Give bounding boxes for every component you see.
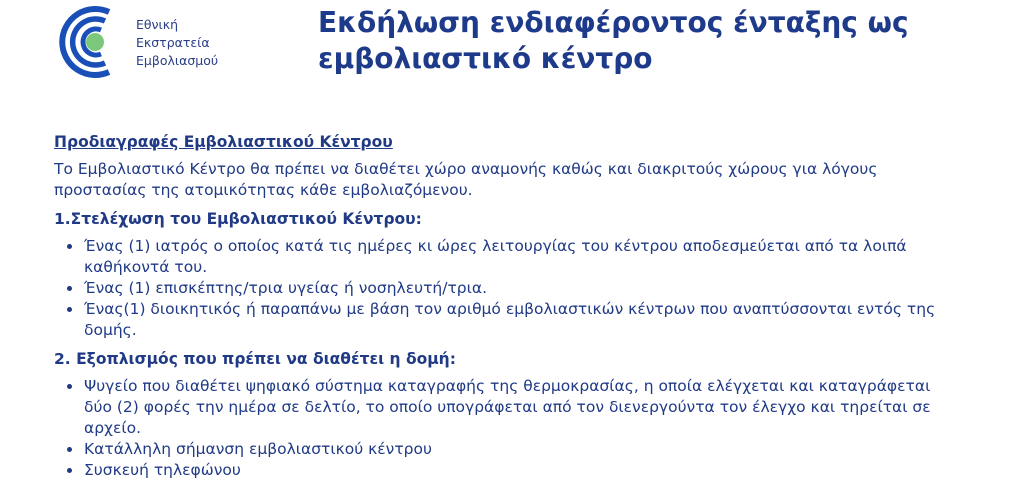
intro-paragraph: Το Εμβολιαστικό Κέντρο θα πρέπει να διαθέτει χώρο αναμονής καθώς και διακριτούς χώρους για λόγους προστασίας της ατομικότητας κάθε εμβολιαζόμενου. xyxy=(54,160,878,199)
staffing-list xyxy=(54,236,954,341)
logo-wordmark xyxy=(136,16,218,70)
list-item-text: Κατάλληλη σήμανση εμβολιαστικού κέντρου xyxy=(84,440,432,458)
campaign-logo-icon xyxy=(54,4,130,80)
bullet-icon xyxy=(67,307,72,312)
bullet-icon xyxy=(67,447,72,452)
logo-line-3: Εμβολιασμού xyxy=(136,53,219,68)
list-item-text: Ψυγείο που διαθέτει ψηφιακό σύστημα καταγραφής της θερμοκρασίας, η οποία ελέγχεται και καταγράφεται δύο (2) φορές την ημέρα σε δελτίο, το οποίο υπογράφεται από τον διενεργούντα τον έλεγχο και τηρείται σε αρχείο. xyxy=(84,377,931,437)
document-body xyxy=(54,132,954,489)
list-item-text: Συσκευή τηλεφώνου xyxy=(84,461,241,479)
list-item-text: Ένας (1) ιατρός ο οποίος κατά τις ημέρες κι ώρες λειτουργίας του κέντρου αποδεσμεύεται από τα λοιπά καθήκοντά του. xyxy=(84,237,907,276)
list-item xyxy=(84,460,954,481)
equipment-list xyxy=(54,376,954,481)
campaign-logo xyxy=(54,4,254,84)
logo-line-1: Εθνική xyxy=(136,17,179,32)
page-title: Εκδήλωση ενδιαφέροντος ένταξης ως εμβολιαστικό κέντρο xyxy=(318,6,909,75)
list-item xyxy=(84,278,954,299)
list-item xyxy=(84,376,954,439)
list-item-text: Ένας (1) επισκέπτης/τρια υγείας ή νοσηλευτή/τρια. xyxy=(84,279,488,297)
equipment-heading: 2. Εξοπλισμός που πρέπει να διαθέτει η δομή: xyxy=(54,350,456,368)
list-item xyxy=(84,236,954,278)
bullet-icon xyxy=(67,244,72,249)
specifications-heading: Προδιαγραφές Εμβολιαστικού Κέντρου xyxy=(54,133,393,151)
bullet-icon xyxy=(67,384,72,389)
bullet-icon xyxy=(67,286,72,291)
staffing-heading: 1.Στελέχωση του Εμβολιαστικού Κέντρου: xyxy=(54,210,422,228)
list-item xyxy=(84,299,954,341)
bullet-icon xyxy=(67,468,72,473)
list-item-text: Ένας(1) διοικητικός ή παραπάνω με βάση τον αριθμό εμβολιαστικών κέντρων που αναπτύσσονται εντός της δομής. xyxy=(84,300,936,339)
logo-line-2: Εκστρατεία xyxy=(136,35,210,50)
list-item xyxy=(84,439,954,460)
